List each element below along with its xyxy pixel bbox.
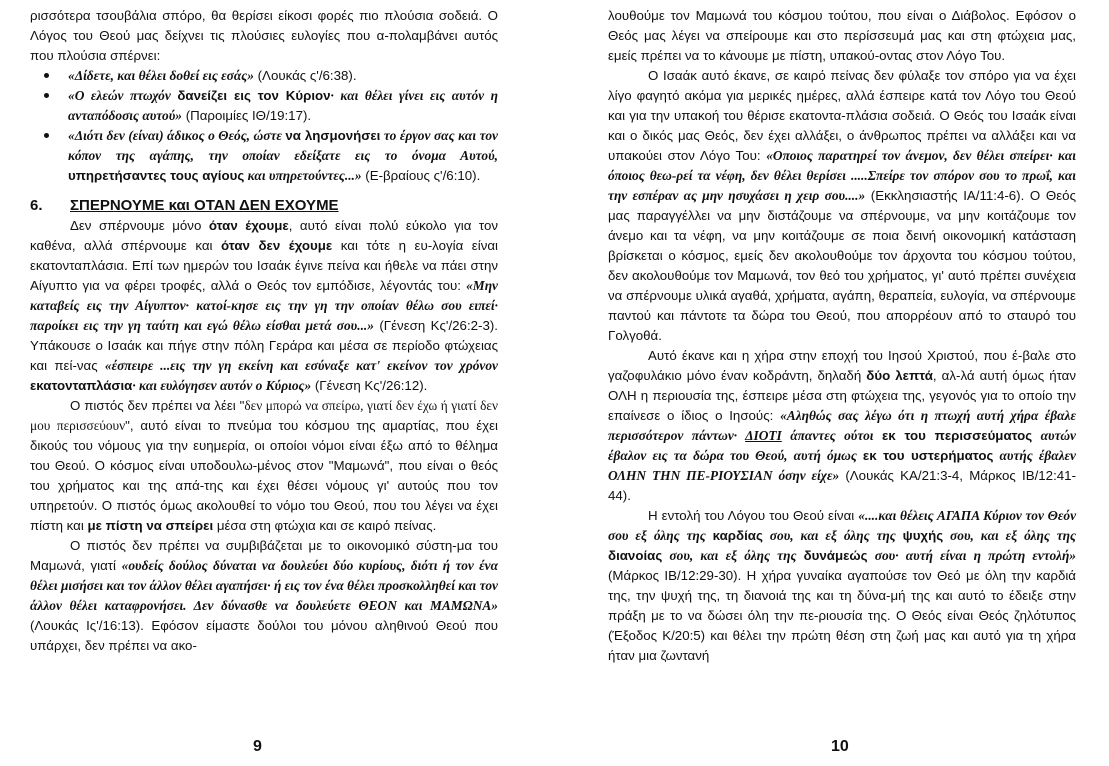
scripture-quote: αυτών έβαλον εις τα δώρα του Θεού, αυτή όμως bbox=[608, 428, 1076, 463]
scripture-quote: σου· αυτή είναι η πρώτη εντολή» bbox=[867, 548, 1076, 563]
blessings-list bbox=[30, 66, 498, 186]
emphasis: εκ του υστερήματος bbox=[862, 448, 994, 463]
text: μέσα στη φτώχια και σε καιρό πείνας. bbox=[213, 518, 437, 533]
emphasis: όταν έχουμε bbox=[208, 218, 289, 233]
scripture-quote: «....και θέλεις ΑΓΑΠΑ Κύριον τον Θεόν σου εξ όλης της bbox=[608, 508, 1077, 543]
page-number-right: 10 bbox=[831, 738, 849, 755]
list-item bbox=[68, 66, 498, 86]
text: Ο πιστός δεν πρέπει να λέει " bbox=[70, 398, 245, 413]
emphasis: ΔΙΟΤΙ bbox=[745, 428, 782, 443]
list-item bbox=[68, 126, 498, 186]
text: , αλ-λά αυτή όμως ήταν ΟΛΗ η περιουσία της, έσπειρε μέσα στη φτώχεια της, γεγονός για το οποίο την επαίνεσε ο ίδιος ο Ιησούς: bbox=[608, 368, 1077, 423]
paragraph bbox=[30, 536, 498, 656]
left-page bbox=[30, 6, 498, 736]
emphasis: όταν δεν έχουμε bbox=[221, 238, 333, 253]
bullet-icon bbox=[44, 133, 49, 138]
text: Δεν σπέρνουμε μόνο bbox=[70, 218, 209, 233]
text: Ο Ισαάκ αυτό έκανε, σε καιρό πείνας δεν φύλαξε τον σπόρο για να έχει λίγο φαγητό ακόμα για μερικές ημέρες, αλλά έσπειρε κατά τον Λόγο του Θεού και για την υπακοή του θέρισε εκατοντα-πλάσια σοδειά. Ο Θεός του Ισαάκ είναι και ο δικός μας Θεός, δεν έχει αλλάξει, ο άνθρωπος πρέπει να αλλάξει και να υπακούει στον Λόγο Του: bbox=[608, 68, 1076, 163]
scripture-quote: «ουδείς δούλος δύναται να δουλεύει δύο κυρίους, διότι ή τον ένα θέλει μισήσει και τον άλλον θέλει αγαπήσει· ή εις τον ένα θέλει προσκολληθεί και τον άλλον θέλει καταφρονήσει. Δεν δύνασθε να δουλεύετε ΘΕΟΝ και ΜΑΜΩΝΑ» bbox=[30, 558, 498, 613]
emphasis: ψυχής bbox=[902, 528, 944, 543]
text: (Μάρκος ΙΒ/12:29-30). Η χήρα γυναίκα αγαπούσε τον Θεό με όλη την καρδιά της, την ψυχή της, τη διανοιά της και τη δύνα-μή της και αυτό το έδειξε στην πράξη με το να δώσει όλη την πε-ριουσία της. Ο Θεός είναι Θεός ζηλότυπος (Έξοδος Κ/20:5) και θέλει την πρώτη θέση στη ζωή μας και αυτό για τη χήρα ήταν μια ζωντανή bbox=[608, 568, 1076, 663]
text: ", αυτό είναι το πνεύμα του κόσμου της αμαρτίας, που έχει δικούς του νόμους για την ευημερία, οι οποίοι νόμοι είναι έξω από το θέλημα του Θεού. Ο κόσμος είναι υποδουλω-μένος στον "Μαμωνά", που είναι ο θεός του χρήματος και της απά-της και έχει θέσει νόμους γι' αυτούς που τον υπηρετούν. Ο πιστός όμως ακολουθεί το νόμο του Θεού, που του λέγει να έχει πίστη και bbox=[30, 418, 498, 533]
scripture-quote: «έσπειρε ...εις την γη εκείνη και εσύναξε κατ' εκείνον τον χρόνον bbox=[104, 358, 499, 373]
scripture-quote: «Δίδετε, και θέλει δοθεί εις εσάς» bbox=[68, 68, 254, 83]
text: Ο πιστός δεν πρέπει να συμβιβάζεται με το οικονομικό σύστη-μα του Μαμωνά, γιατί bbox=[30, 538, 498, 573]
paragraph: λουθούμε τον Μαμωνά του κόσμου τούτου, που είναι ο Διάβολος. Εφόσον ο Θεός μας λέγει να σπείρουμε και στο περίσσευμά μας και στη φτώχεια μας, εμείς πρέπει να το κάνουμε με πίστη, υπακού-οντας στον Λόγο Του. bbox=[608, 8, 1076, 63]
section-title: ΣΠΕΡΝΟΥΜΕ και ΟΤΑΝ ΔΕΝ ΕΧΟΥΜΕ bbox=[70, 197, 339, 214]
scripture-reference: (Γένεση Κς'/26:12). bbox=[311, 378, 428, 393]
emphasis: δανείζει εις τον Κύριον bbox=[177, 88, 331, 103]
section-number: 6. bbox=[30, 197, 43, 214]
emphasis: υπηρετήσαντες τους αγίους bbox=[68, 168, 245, 183]
paragraph bbox=[608, 66, 1076, 346]
bullet-icon bbox=[44, 93, 49, 98]
text: (Εκκλησιαστής ΙΑ/11:4-6). Ο Θεός μας παραγγέλλει να μην διστάζουμε να σπέρνουμε, να μην κοιτάζουμε τον άνεμο και τα νέφη, να μην κοιτάζουμε σε ποια δεινή οικονομική κατάσταση βρίσκεται ο κόσμος, εμείς δεν ακολουθούμε τον άρχοντα του κόσμου τούτου, δεν ακολουθούμε τον Μαμωνά, τον θεό του χρήματος, γι' αυτό πρέπει συνέχεια να σπέρνουμε υλικά αγαθά, χρήματα, αγάπη, θεραπεία, ευλογία, να σπέρνουμε παντού και πάντοτε τα δώρα του Θεού, που απορρέουν από το σταυρό του Γολγοθά. bbox=[608, 188, 1076, 343]
emphasis: καρδίας bbox=[712, 528, 763, 543]
bullet-icon bbox=[44, 73, 49, 78]
paragraph bbox=[608, 346, 1076, 506]
scripture-reference: (Λουκάς ΚΑ/21:3-4, Μάρκος ΙΒ/12:41-44). bbox=[608, 468, 1076, 503]
emphasis: να λησμονήσει bbox=[285, 128, 381, 143]
scripture-quote: σου, και εξ όλης της bbox=[762, 528, 903, 543]
paragraph bbox=[30, 216, 498, 396]
scripture-quote: «Διότι δεν (είναι) άδικος ο Θεός, ώστε bbox=[68, 128, 286, 143]
scripture-quote: σου, και εξ όλης της bbox=[943, 528, 1076, 543]
scripture-quote: · και ευλόγησεν αυτόν ο Κύριος» bbox=[132, 378, 312, 393]
paragraph bbox=[608, 506, 1076, 666]
scripture-quote: «Μην καταβείς εις την Αίγυπτον· κατοί-κησε εις την γη την οποίαν θέλω σου ειπεί· παροίκει εις την γη ταύτη και εγώ θέλω είσθαι μετά σου...» bbox=[30, 278, 498, 333]
text: (Γένεση Κς'/26:2-3). Υπάκουσε ο Ισαάκ και πήγε στην πόλη Γεράρα και μέσα σε περίοδο φτώχειας και πεί-νας bbox=[30, 318, 498, 373]
scripture-reference: (Λουκάς ς'/6:38). bbox=[253, 68, 357, 83]
text: και τότε η ευ-λογία είναι εκατονταπλάσια. Επί των ημερών του Ισαάκ έγινε πείνα και ήθελε να πάει στην Αίγυπτο για να φέρει τροφές, αλλά ο Θεός τον εμπόδισε, λέγοντάς του: bbox=[30, 238, 498, 293]
scripture-quote: σου, και εξ όλης της bbox=[662, 548, 804, 563]
section-heading bbox=[30, 196, 498, 216]
scripture-quote: το έργον σας και τον κόπον της αγάπης, την οποίαν εδείξατε εις το όνομα Αυτού, bbox=[68, 128, 498, 163]
text: Αυτό έκανε και η χήρα στην εποχή του Ιησού Χριστού, που έ-βαλε στο γαζοφυλάκιο μόνο έναν κοδράντη, δηλαδή bbox=[608, 348, 1076, 383]
scripture-quote: «Αληθώς σας λέγω ότι η πτωχή αυτή χήρα έβαλε περισσότερον πάντων· bbox=[608, 408, 1076, 443]
scripture-quote: · και θέλει γίνει εις αυτόν η ανταπόδοσις αυτού» bbox=[68, 88, 499, 123]
list-item bbox=[68, 86, 498, 126]
emphasis: δύο λεπτά bbox=[866, 368, 933, 383]
scripture-reference: (Παροιμίες ΙΘ/19:17). bbox=[182, 108, 312, 123]
scripture-quote: άπαντες ούτοι bbox=[781, 428, 882, 443]
scripture-quote: «Οποιος παρατηρεί τον άνεμον, δεν θέλει σπείρει· και όποιος θεω-ρεί τα νέφη, δεν θέλει θερίσει .....Σπείρε τον σπόρον σου το πρωΐ, και την εσπέραν ας μην ησυχάσει η χειρ σου....» bbox=[608, 148, 1076, 203]
right-page bbox=[608, 6, 1076, 736]
text: Η εντολή του Λόγου του Θεού είναι bbox=[648, 508, 859, 523]
emphasis: εκ του περισσεύματος bbox=[881, 428, 1033, 443]
text: (Λουκάς Ις'/16:13). Εφόσον είμαστε δούλοι του μόνου αληθινού Θεού που υπάρχει, δεν πρέπει να ακο- bbox=[30, 618, 498, 653]
scripture-quote: αυτής έβαλεν ΟΛΗΝ ΤΗΝ ΠΕ-ΡΙΟΥΣΙΑΝ όσην είχε» bbox=[608, 448, 1076, 483]
scripture-quote: και υπηρετούντες...» bbox=[244, 168, 362, 183]
emphasis: διανοίας bbox=[608, 548, 663, 563]
text: , αυτό είναι πολύ εύκολο για τον καθένα, αλλά σπέρνουμε και bbox=[30, 218, 499, 253]
emphasis: με πίστη να σπείρει bbox=[87, 518, 214, 533]
intro-paragraph: ρισσότερα τσουβάλια σπόρο, θα θερίσει είκοσι φορές πιο πλούσια σοδειά. Ο Λόγος του Θεού μας δείχνει τις πλούσιες ευλογίες που α-πολαμβάνει αυτός που πλούσια σπέρνει: bbox=[30, 8, 498, 63]
scripture-reference: (Ε-βραίους ς'/6:10). bbox=[361, 168, 481, 183]
emphasis: δυνάμεώς bbox=[803, 548, 868, 563]
paragraph bbox=[30, 396, 498, 536]
quoted-saying: δεν μπορώ να σπείρω, γιατί δεν έχω ή γιατί δεν μου περισσεύουν bbox=[30, 398, 498, 433]
page-number-left: 9 bbox=[253, 738, 262, 755]
scripture-quote: «Ο ελεών πτωχόν bbox=[68, 88, 178, 103]
emphasis: εκατονταπλάσια bbox=[30, 378, 133, 393]
